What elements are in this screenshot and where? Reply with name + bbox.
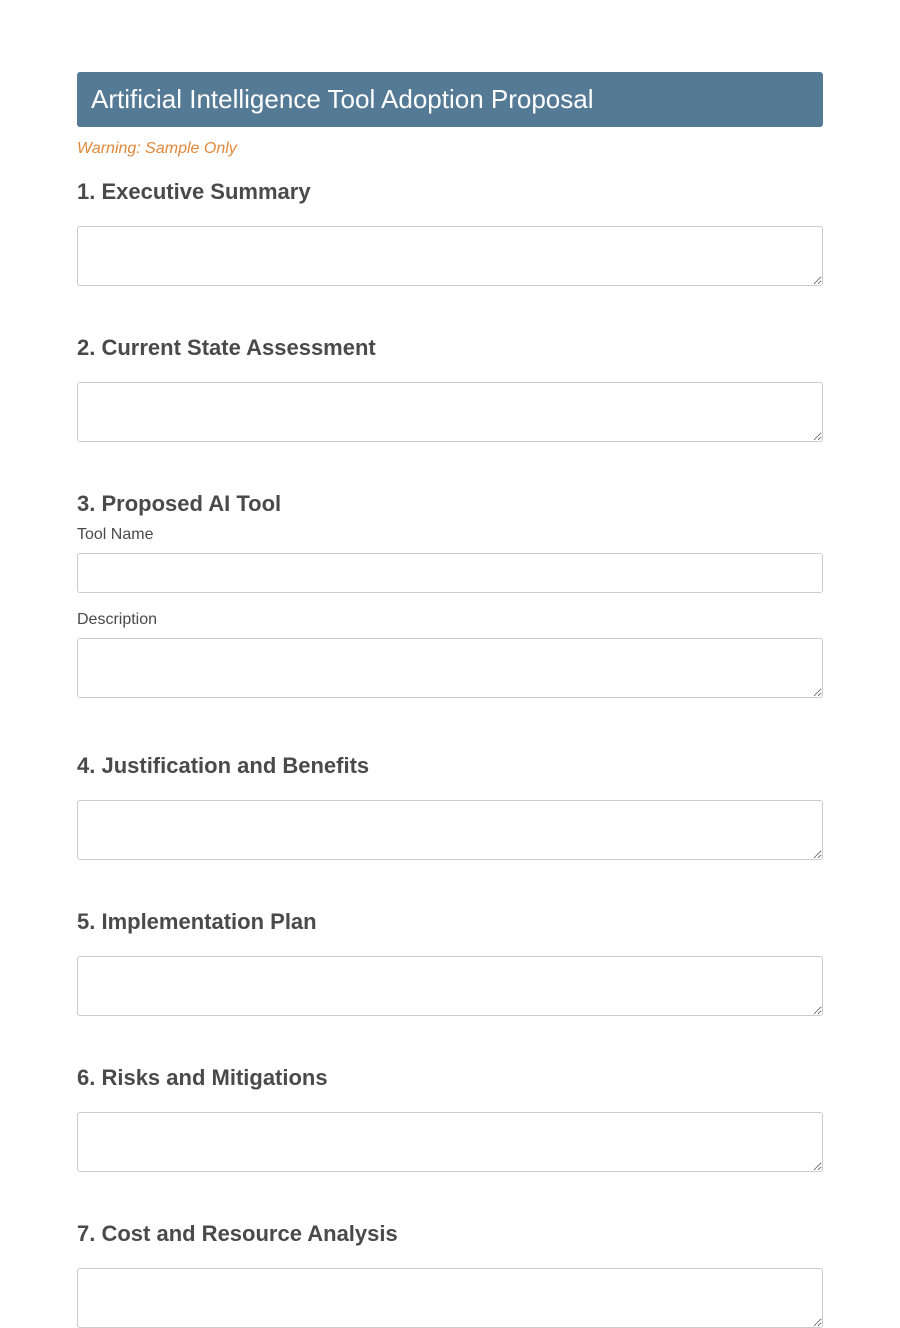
section-executive-summary (77, 179, 823, 286)
warning-text: Warning: Sample Only (77, 140, 237, 157)
current-state-textarea[interactable] (77, 382, 823, 442)
risks-textarea[interactable] (77, 1112, 823, 1172)
implementation-plan-textarea[interactable] (77, 956, 823, 1016)
section-cost-analysis (77, 1221, 823, 1328)
tool-name-label: Tool Name (77, 526, 154, 543)
section-risks (77, 1065, 823, 1172)
proposal-form (77, 72, 823, 1246)
description-textarea[interactable] (77, 638, 823, 698)
page-title: Artificial Intelligence Tool Adoption Proposal (91, 84, 594, 114)
executive-summary-textarea[interactable] (77, 226, 823, 286)
section-current-state (77, 335, 823, 442)
section-heading: 6. Risks and Mitigations (77, 1065, 328, 1090)
section-proposed-tool (77, 491, 823, 698)
section-justification (77, 753, 823, 860)
section-heading: 1. Executive Summary (77, 179, 311, 204)
section-heading: 4. Justification and Benefits (77, 753, 370, 778)
section-heading: 5. Implementation Plan (77, 909, 317, 934)
section-heading: 7. Cost and Resource Analysis (77, 1221, 398, 1246)
page-header (77, 72, 823, 127)
description-label: Description (77, 611, 158, 628)
tool-name-input[interactable] (77, 553, 823, 593)
section-heading: 3. Proposed AI Tool (77, 491, 282, 516)
section-implementation-plan (77, 909, 823, 1016)
justification-textarea[interactable] (77, 800, 823, 860)
section-heading: 2. Current State Assessment (77, 335, 376, 360)
cost-analysis-textarea[interactable] (77, 1268, 823, 1328)
